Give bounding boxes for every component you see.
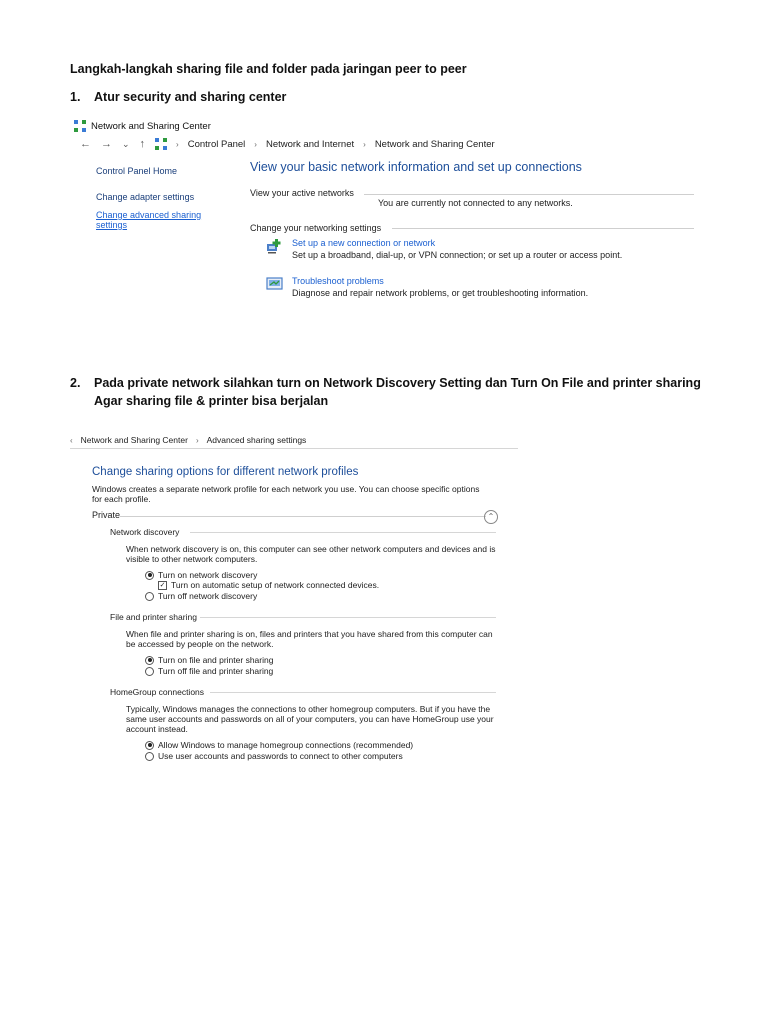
option-label: Turn on network discovery: [158, 570, 258, 580]
radio-selected[interactable]: [145, 741, 154, 750]
private-profile-label: Private: [92, 510, 121, 520]
advanced-sharing-title: Change sharing options for different network profiles: [92, 466, 359, 478]
window-title: Network and Sharing Center: [91, 120, 211, 132]
radio-selected[interactable]: [145, 571, 154, 580]
homegroup-desc: Typically, Windows manages the connections to other homegroup computers. But if you have the same user accounts and passwords on all of your computers, you can have HomeGroup use your account instead.: [126, 704, 494, 734]
troubleshoot-desc: Diagnose and repair network problems, or get troubleshooting information.: [292, 288, 589, 298]
document-title: Langkah-langkah sharing file and folder pada jaringan peer to peer: [70, 62, 467, 76]
radio-unselected[interactable]: [145, 667, 154, 676]
network-icon: [74, 120, 86, 132]
divider: [200, 617, 496, 618]
network-discovery-desc: When network discovery is on, this computer can see other network computers and devices and is visible to other network computers.: [126, 544, 496, 564]
collapse-chevron-up-icon[interactable]: ⌃: [484, 510, 498, 524]
setup-connection-link[interactable]: Set up a new connection or network: [292, 238, 436, 248]
turn-on-file-printer-sharing-radio[interactable]: [145, 655, 273, 665]
address-breadcrumb[interactable]: [155, 138, 495, 150]
left-pane: [96, 166, 236, 238]
divider: [392, 228, 694, 229]
option-label: Turn off network discovery: [158, 591, 258, 601]
breadcrumb-network-sharing-center[interactable]: Network and Sharing Center: [374, 138, 495, 150]
chevron-left-icon: ‹: [70, 435, 73, 445]
troubleshoot-link[interactable]: Troubleshoot problems: [292, 276, 384, 286]
new-connection-icon: [266, 238, 284, 254]
recent-locations-chevron-icon[interactable]: ⌄: [122, 138, 130, 149]
chevron-right-icon: ›: [254, 139, 257, 149]
divider: [190, 532, 496, 533]
use-user-accounts-radio[interactable]: [145, 751, 403, 761]
active-networks-label: View your active networks: [250, 188, 354, 198]
network-discovery-label: Network discovery: [110, 527, 180, 537]
radio-unselected[interactable]: [145, 752, 154, 761]
change-settings-label: Change your networking settings: [250, 223, 382, 233]
file-printer-sharing-label: File and printer sharing: [110, 612, 197, 622]
divider: [210, 692, 496, 693]
breadcrumb-advanced-sharing[interactable]: Advanced sharing settings: [206, 435, 307, 445]
divider: [364, 194, 694, 195]
radio-unselected[interactable]: [145, 592, 154, 601]
advanced-sharing-screenshot: [70, 432, 520, 772]
forward-arrow-icon[interactable]: →: [101, 138, 112, 150]
breadcrumb-control-panel[interactable]: Control Panel: [187, 138, 246, 150]
turn-off-network-discovery-radio[interactable]: [145, 591, 257, 601]
option-label: Turn on automatic setup of network connected devices.: [171, 580, 380, 590]
step-1: [70, 90, 286, 104]
chevron-right-icon: ›: [195, 435, 199, 445]
divider: [70, 448, 518, 449]
option-label: Use user accounts and passwords to connect to other computers: [158, 751, 403, 761]
turn-on-network-discovery-radio[interactable]: [145, 570, 257, 580]
auto-setup-checkbox[interactable]: [158, 580, 379, 590]
option-label: Allow Windows to manage homegroup connections (recommended): [158, 740, 414, 750]
control-panel-home-link[interactable]: Control Panel Home: [96, 166, 178, 176]
network-icon: [155, 138, 167, 150]
breadcrumb-network-sharing-center[interactable]: Network and Sharing Center: [80, 435, 188, 445]
navigation-bar: [80, 138, 495, 150]
divider: [120, 516, 486, 517]
turn-off-file-printer-sharing-radio[interactable]: [145, 666, 273, 676]
breadcrumb-network-internet[interactable]: Network and Internet: [265, 138, 355, 150]
task-troubleshoot: [266, 276, 588, 298]
advanced-sharing-intro: Windows creates a separate network profile for each network you use. You can choose specific options for each profile.: [92, 484, 480, 504]
address-breadcrumb[interactable]: [70, 435, 306, 445]
change-advanced-sharing-link[interactable]: Change advanced sharing settings: [96, 210, 202, 230]
step-2-number: 2.: [70, 376, 81, 390]
option-label: Turn off file and printer sharing: [158, 666, 274, 676]
back-arrow-icon[interactable]: ←: [80, 138, 91, 150]
radio-selected[interactable]: [145, 656, 154, 665]
setup-connection-desc: Set up a broadband, dial-up, or VPN connection; or set up a router or access point.: [292, 250, 623, 260]
step-1-text: Atur security and sharing center: [94, 90, 287, 104]
step-2-line1: Pada private network silahkan turn on Network Discovery Setting dan Turn On File and printer sharing: [94, 376, 701, 390]
main-title: View your basic network information and set up connections: [250, 160, 582, 174]
step-2: [70, 374, 701, 410]
step-2-line2: Agar sharing file & printer bisa berjalan: [94, 394, 329, 408]
chevron-right-icon: ›: [176, 139, 179, 149]
file-printer-sharing-desc: When file and printer sharing is on, files and printers that you have shared from this computer can be accessed by people on the network.: [126, 629, 493, 649]
step-1-number: 1.: [70, 90, 81, 104]
network-sharing-center-screenshot: [72, 116, 696, 316]
up-arrow-icon[interactable]: ↑: [139, 138, 146, 150]
troubleshoot-icon: [266, 276, 284, 292]
active-network-status: You are currently not connected to any networks.: [378, 198, 573, 208]
allow-windows-homegroup-radio[interactable]: [145, 740, 413, 750]
chevron-right-icon: ›: [363, 139, 366, 149]
option-label: Turn on file and printer sharing: [158, 655, 274, 665]
homegroup-label: HomeGroup connections: [110, 687, 205, 697]
change-adapter-settings-link[interactable]: Change adapter settings: [96, 192, 195, 202]
checkbox-checked[interactable]: ✓: [159, 581, 166, 589]
task-setup-connection: [266, 238, 622, 260]
window-title-bar: [74, 120, 211, 132]
